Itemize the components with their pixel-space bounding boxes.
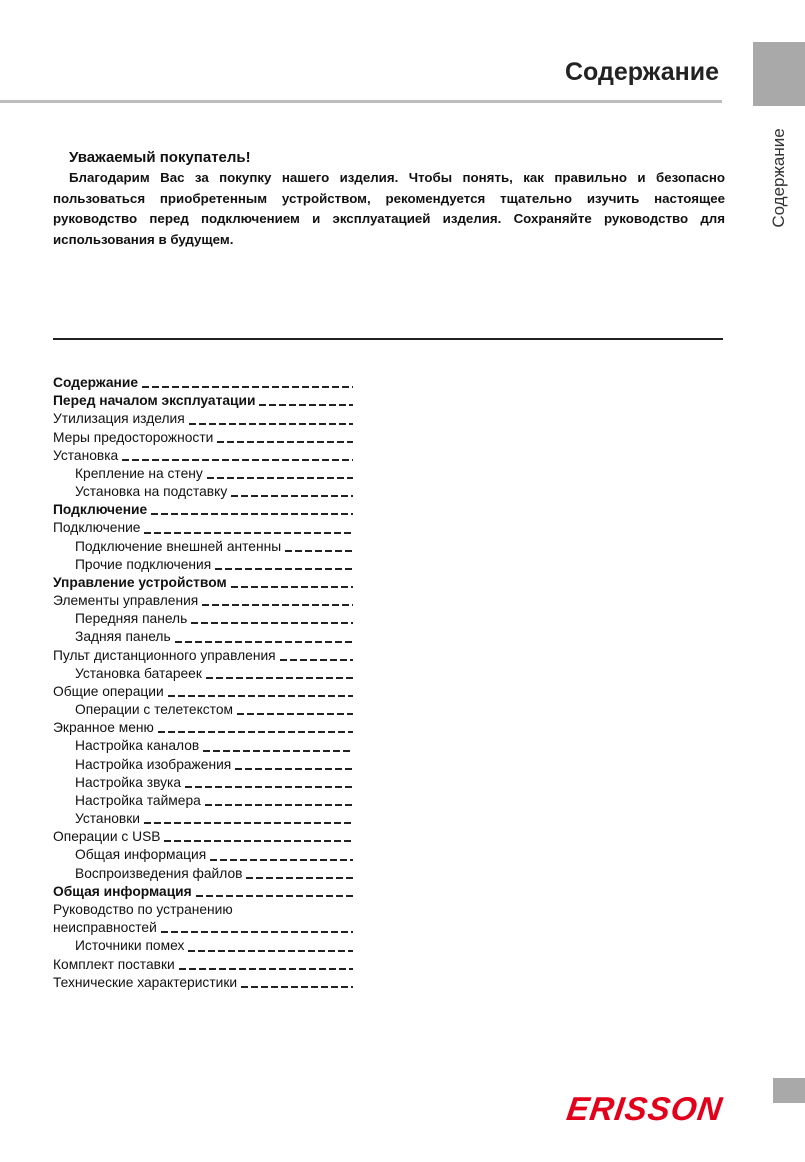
toc-entry[interactable] [53,737,353,755]
toc-leader-dots [259,404,353,406]
toc-entry[interactable] [53,628,353,646]
toc-entry-label: Воспроизведения файлов [75,865,243,881]
toc-leader-dots [237,713,353,715]
toc-entry-label: Руководство по устранению [53,901,233,917]
toc-entry-label: Утилизация изделия [53,411,185,427]
side-tab-marker [753,42,805,106]
toc-entry[interactable] [53,937,353,955]
toc-entry-label: неисправностей [53,920,157,936]
toc-leader-dots [246,877,353,879]
toc-leader-dots [235,768,353,770]
toc-leader-dots [144,532,353,534]
toc-leader-dots [210,859,353,861]
toc-entry-label: Настройка таймера [75,792,201,808]
toc-leader-dots [196,895,353,897]
toc-entry-label: Подключение [53,520,141,536]
toc-entry[interactable] [53,919,353,937]
toc-entry[interactable] [53,846,353,864]
toc-leader-dots [205,804,353,806]
toc-entry-label: Настройка звука [75,774,182,790]
toc-entry[interactable] [53,501,353,519]
toc-entry[interactable] [53,483,353,501]
toc-entry[interactable] [53,701,353,719]
toc-entry-label: Прочие подключения [75,556,212,572]
toc-leader-dots [175,641,353,643]
toc-entry-label: Экранное меню [53,720,154,736]
toc-entry-label: Настройка каналов [75,738,200,754]
toc-entry[interactable] [53,574,353,592]
toc-entry-label: Установка на подставку [75,484,228,500]
toc-leader-dots [206,677,353,679]
toc-entry-label: Передняя панель [75,611,188,627]
toc-leader-dots [217,441,353,443]
toc-entry-label: Элементы управления [53,593,199,609]
section-divider [53,338,723,340]
toc-entry[interactable] [53,665,353,683]
toc-entry-label: Источники помех [75,938,185,954]
toc-entry-label: Меры предосторожности [53,429,214,445]
toc-entry-label: Подключение [53,502,148,518]
toc-entry[interactable] [53,392,353,410]
toc-entry-label: Комплект поставки [53,956,175,972]
toc-leader-dots [179,968,353,970]
toc-entry[interactable] [53,865,353,883]
toc-entry-label: Общие операции [53,683,164,699]
side-section-label: Содержание [769,128,788,228]
toc-entry[interactable] [53,719,353,737]
toc-leader-dots [231,586,353,588]
toc-leader-dots [144,822,353,824]
erisson-logo: ERISSON [564,1090,726,1127]
toc-entry[interactable] [53,410,353,428]
toc-entry[interactable] [53,610,353,628]
toc-leader-dots [241,986,353,988]
toc-entry-label: Общая информация [53,883,192,899]
page-number-tab [773,1078,805,1103]
toc-entry[interactable] [53,429,353,447]
toc-entry[interactable] [53,556,353,574]
toc-entry-label: Задняя панель [75,629,171,645]
toc-leader-dots [203,750,353,752]
toc-entry-label: Настройка изображения [75,756,232,772]
toc-leader-dots [207,477,353,479]
toc-leader-dots [158,731,353,733]
toc-entry-label: Установки [75,811,140,827]
toc-leader-dots [189,423,353,425]
toc-leader-dots [168,695,353,697]
toc-entry-label: Управление устройством [53,574,227,590]
toc-entry[interactable] [53,756,353,774]
toc-entry[interactable] [53,828,353,846]
toc-entry-label: Пульт дистанционного управления [53,647,276,663]
toc-entry-label: Операции с USB [53,829,161,845]
toc-entry-label: Технические характеристики [53,974,238,990]
toc-entry-label: Операции с телетекстом [75,702,233,718]
toc-entry-label: Перед началом эксплуатации [53,393,256,409]
toc-leader-dots [188,950,353,952]
toc-leader-dots [151,513,353,515]
toc-entry[interactable] [53,592,353,610]
toc-entry[interactable] [53,901,353,919]
toc-entry[interactable] [53,883,353,901]
toc-leader-dots [280,659,353,661]
intro-block [53,148,725,250]
page-title: Содержание [564,58,719,86]
toc-entry[interactable] [53,810,353,828]
toc-leader-dots [164,840,353,842]
toc-entry-label: Подключение внешней антенны [75,538,282,554]
toc-leader-dots [185,786,353,788]
table-of-contents [53,374,353,992]
toc-leader-dots [122,459,353,461]
toc-entry[interactable] [53,956,353,974]
toc-leader-dots [202,604,353,606]
toc-leader-dots [231,495,353,497]
toc-entry[interactable] [53,647,353,665]
toc-entry[interactable] [53,792,353,810]
toc-entry-label: Содержание [53,375,138,390]
toc-entry[interactable] [53,974,353,992]
toc-leader-dots [215,568,353,570]
toc-entry-label: Установка батареек [75,665,202,681]
toc-entry[interactable] [53,538,353,556]
toc-entry[interactable] [53,683,353,701]
toc-leader-dots [191,622,353,624]
toc-leader-dots [161,931,353,933]
toc-entry[interactable] [53,374,353,392]
toc-leader-dots [142,386,353,388]
intro-text: Благодарим Вас за покупку нашего изделия. Чтобы понять, как правильно и безопасно пользоваться приобретенным устройством, рекомендуется тщательно изучить настоящее руководство перед подключением и эксплуатацией изделия. Сохраняйте руководство для использования в будущем. [53,170,725,247]
toc-entry-label: Крепление на стену [75,465,203,481]
toc-entry-label: Установка [53,447,119,463]
toc-entry[interactable] [53,519,353,537]
toc-entry[interactable] [53,774,353,792]
header-rule [0,100,722,103]
intro-greeting: Уважаемый покупатель! [69,149,251,166]
toc-entry[interactable] [53,465,353,483]
toc-entry[interactable] [53,447,353,465]
toc-leader-dots [285,550,353,552]
toc-entry-label: Общая информация [75,847,207,863]
